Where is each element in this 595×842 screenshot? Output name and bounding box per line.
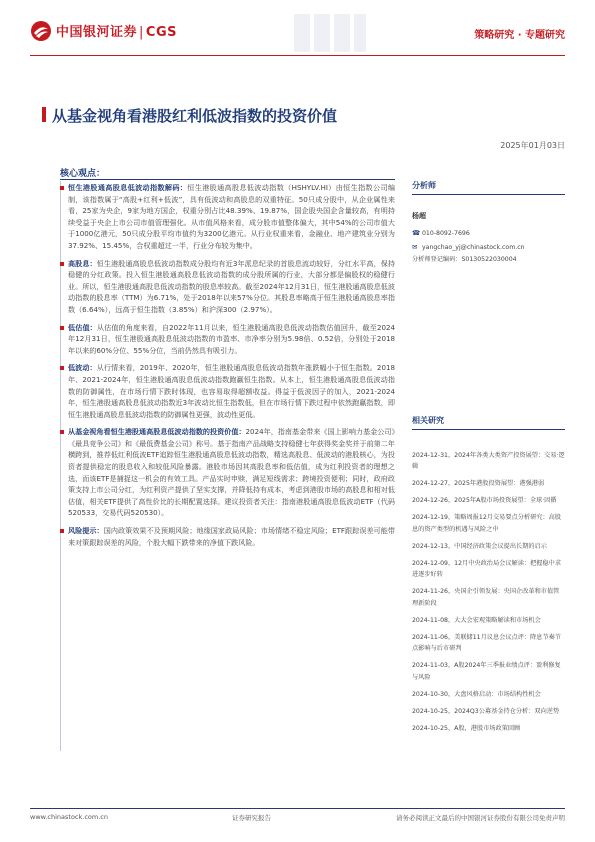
paragraph-text: 恒生港股通高股息低波动指数成分股均有近3年派息纪录的首股息流动较好，分红水平高，保持稳健的分红政策。投入恒生港股通高股息低波动指数的成分股所属的行业，大部分都是偏股权的稳健行业。所以，恒生港股通高股息低波动指数的股息率较高。截至2024年12月31日，恒生港股通高股息低波动指数的股息率（TTM）为6.71%，处于2018年以来57%分位。其股息率略高于恒生港股通高股息率指数（6.64%），远高于恒生指数（3.85%）和沪深300（2.97%）。 bbox=[68, 258, 396, 314]
core-paragraph bbox=[68, 525, 395, 548]
paragraph-lead: 恒生港股通高股息低波动指数解码： bbox=[68, 183, 188, 192]
footer-divider bbox=[30, 808, 565, 809]
related-research-item[interactable]: 2024-11-03，A股2024年三季报业绩点评：盈利修复与风险 bbox=[412, 662, 561, 681]
related-research-heading: 相关研究 bbox=[412, 415, 565, 430]
mail-icon: ✉ bbox=[412, 242, 418, 251]
related-research-item[interactable]: 2024-11-08，大大会宏观策略解读和市场机会 bbox=[412, 616, 541, 624]
phone-icon: ☎ bbox=[412, 229, 421, 237]
bullet-square-icon bbox=[60, 326, 64, 330]
analyst-phone-row bbox=[412, 227, 565, 241]
analyst-email[interactable]: yangchao_yj@chinastock.com.cn bbox=[422, 243, 525, 251]
related-research-item[interactable]: 2024-10-30，大盘风格启动：市场结构性机会 bbox=[412, 690, 541, 698]
core-views-label: 核心观点： bbox=[60, 169, 106, 179]
report-type: 策略研究 · 专题研究 bbox=[474, 30, 565, 41]
core-paragraph bbox=[68, 322, 395, 357]
paragraph-text: 国内政策效果不及预期风险；地缘国家政局风险；市场情绪不稳定风险；ETF跟踪误差可能带来对策跟踪误差的风险，个股大幅下跌带来的净值下跌风险。 bbox=[68, 526, 395, 547]
related-research-item[interactable]: 2024-12-13，中国经济政策会议提出长期的启示 bbox=[412, 542, 547, 550]
related-research-list bbox=[412, 450, 565, 735]
brand-logo bbox=[56, 21, 177, 40]
analyst-cert: 分析师登记编码：S0130522030004 bbox=[412, 256, 517, 263]
related-research-item[interactable]: 2024-12-09，12月中央政治局会议解读：把握稳中求进逐步好转 bbox=[412, 559, 562, 579]
bullet-square-icon bbox=[60, 366, 64, 370]
paragraph-lead: 低波动： bbox=[68, 363, 97, 373]
brand-name: 中国银河证券 bbox=[56, 25, 138, 40]
cgs-logo-icon bbox=[30, 20, 52, 42]
bullet-square-icon bbox=[60, 262, 64, 266]
paragraph-text: 恒生港股通高股息低波动指数（HSHYLV.HI）由恒生指数公司编制，该指数属于“高股+红利+低波”，具有低波动和高股息的双重特征。50只成分股中，从企业属性来看，25家为央企，9家为地方国企，权重分别占比48.39%、19.87%，国企股央国企含量较高，有明持续受益于央企上市公司市值管理强化。从市值风格来看，成分股市值整体偏大，其中54%的公司市值大于1000亿港元，50只成分股平均市值约为3200亿港元。从行业权重来看，金融业、地产建筑业分别为37.92%、15.45%，合权重超过一半，行业分布较为集中。 bbox=[68, 183, 395, 250]
analyst-contact bbox=[412, 227, 565, 267]
brand-separator: | bbox=[139, 25, 144, 40]
core-paragraph bbox=[68, 258, 395, 316]
related-research-item[interactable]: 2024-10-25，2024Q3公募基金持仓分析：双向逆势 bbox=[412, 707, 560, 715]
core-paragraph bbox=[68, 426, 395, 519]
analyst-phone: 010-8092-7696 bbox=[422, 230, 470, 237]
related-research-item[interactable]: 2024-11-26，央国企引领发展：央国企改革和市值管理新阶段 bbox=[412, 588, 560, 607]
report-title: 从基金视角看港股红利低波指数的投资价值 bbox=[52, 107, 338, 125]
paragraph-lead: 低估值： bbox=[68, 322, 97, 332]
related-research-item[interactable]: 2024-11-06，美联储11月议息会议点评：降息节奏节点影响与后市研判 bbox=[412, 633, 562, 653]
core-paragraph bbox=[68, 182, 395, 252]
footer-url[interactable]: www.chinastock.com.cn bbox=[30, 813, 108, 821]
paragraph-lead: 高股息： bbox=[68, 258, 97, 268]
left-column-rule bbox=[60, 181, 61, 751]
title-accent-bar bbox=[42, 107, 46, 122]
brand-abbrev: CGS bbox=[145, 25, 177, 40]
report-date: 2025年01月03日 bbox=[500, 141, 565, 150]
analyst-name: 杨超 bbox=[412, 212, 426, 220]
paragraph-lead: 风险提示： bbox=[68, 526, 104, 536]
core-views-divider bbox=[60, 179, 395, 180]
paragraph-text: 从行情来看，2019年、2020年，恒生港股通高股息低波动指数年涨跌幅小于恒生指数。2018年、2021-2024年，恒生港股通高股息低波动指数跑赢恒生指数。从本上，恒生港股通高股息低波动指数的防御属性，在市场行情下跌时体现，也容易取得超额收益。得益于低波因子的加入，2021-2024年，恒生港股通高股息低波动指数近3年波动比恒生指数低，但在市场行情下跌过程中依然跑赢指数，即恒生港股通高股息低波动指数的防御属性更强，波动性更低。 bbox=[68, 363, 395, 419]
paragraph-text: 从估值的角度来看，自2022年11月以来，恒生港股通高股息低波动指数估值回升，截至2024年12月31日，恒生港股通高股息低波动指数的市盈率、市净率分别为5.98倍、0.52倍，分别处于2018年以来的60%分位、55%分位，当前仍然具有吸引力。 bbox=[68, 322, 395, 355]
page-header bbox=[0, 0, 595, 62]
core-paragraph bbox=[68, 362, 395, 420]
related-research-item[interactable]: 2024-12-27，2025年港股投资展望：港强港弱 bbox=[412, 479, 545, 487]
paragraph-text: 2024年，指南基金带来《国上影响力基金公司》《最具竞争公司》和《最低费基金公司》称号。基于指南产品战略支持稳健七年获得奖金奖并于前第二年横跨到，推荐低红利低波ETF追踪恒生港股通高股息低波动指数，精选高股息、低波动的港股核心，为投资者提供稳定的股息收入和较低风险暴露。港股市场因其高股息率和低估值，成为红利投资者的理想之选，而该ETF是捕捉这一机会的有效工具。产品实时申赎，满足短线需求；跨境投资便利；同时，政府政策支持上市公司分红，为红利资产提供了坚实支撑，并降低持有成本，考虑到港股市场的高股息和相对低估值，相关ETF提供了高性价比的长期配置选择。建议投资者关注：指南港股通高股息低波动ETF（代码520533，交易代码520530）。 bbox=[68, 427, 395, 518]
analyst-email-row[interactable] bbox=[412, 241, 565, 255]
related-research-item[interactable]: 2024-12-31，2024年各类大类资产投资展望：交易·逻辑 bbox=[412, 451, 565, 470]
bullet-square-icon bbox=[60, 529, 64, 533]
bullet-square-icon bbox=[60, 186, 64, 190]
related-research-item[interactable]: 2024-12-26，2025年A股市场投资展望：全球·因循 bbox=[412, 497, 557, 505]
related-research-item[interactable]: 2024-10-25，A股，港股市场政策回顾 bbox=[412, 725, 521, 733]
header-divider bbox=[30, 55, 565, 56]
analyst-heading: 分析师 bbox=[412, 180, 565, 195]
footer-disclaimer: 请务必阅读正文最后的中国银河证券股份有限公司免责声明 bbox=[396, 814, 565, 822]
bullet-square-icon bbox=[60, 430, 64, 434]
sidebar bbox=[412, 180, 565, 740]
footer-label: 证券研究报告 bbox=[232, 814, 271, 822]
related-research-item[interactable]: 2024-12-19，策略周报12月交易要点分析研究：高股息的资产类型的机遇与风险之中 bbox=[412, 514, 562, 533]
core-views-body bbox=[68, 182, 395, 554]
paragraph-lead: 从基金视角看恒生港股通高股息低波动指数的投资价值： bbox=[68, 427, 246, 437]
header-watermark-icon bbox=[292, 10, 368, 56]
